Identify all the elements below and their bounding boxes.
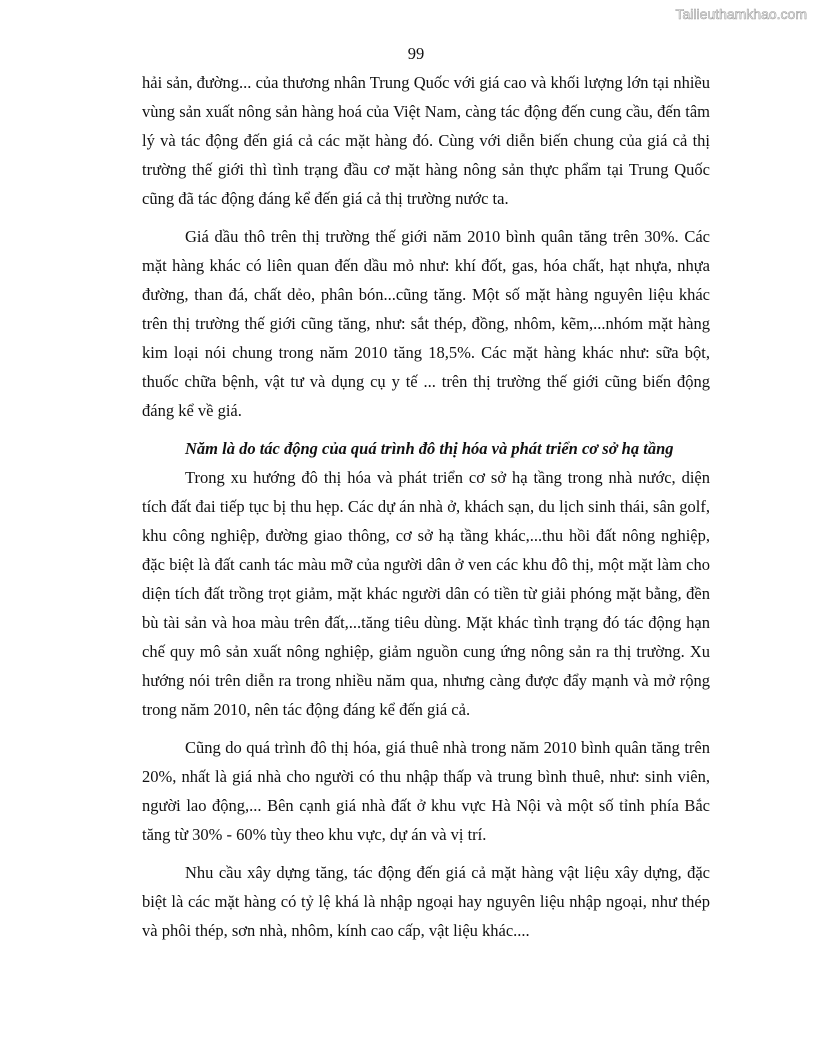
paragraph-3: Trong xu hướng đô thị hóa và phát triển cơ sở hạ tầng trong nhà nước, diện tích đất đai tiếp tục bị thu hẹp. Các dự án nhà ở, khách sạn, du lịch sinh thái, sân golf, khu công nghiệp, đường giao thông, cơ sở hạ tầng khác,...thu hồi đất nông nghiệp, đặc biệt là đất canh tác màu mỡ của người dân ở ven các khu đô thị, một mặt làm cho diện tích đất trồng trọt giảm, mặt khác người dân có tiền từ giải phóng mặt bằng, đền bù tài sản và hoa màu trên đất,...tăng tiêu dùng. Mặt khác tình trạng đó tác động hạn chế quy mô sản xuất nông nghiệp, giảm nguồn cung ứng nông sản ra thị trường. Xu hướng nói trên diễn ra trong nhiều năm qua, nhưng càng được đẩy mạnh và mở rộng trong năm 2010, nên tác động đáng kể đến giá cả. xyxy=(142,468,710,719)
paragraph-2: Giá dầu thô trên thị trường thế giới năm 2010 bình quân tăng trên 30%. Các mặt hàng khác có liên quan đến dầu mỏ như: khí đốt, gas, hóa chất, hạt nhựa, nhựa đường, than đá, chất dẻo, phân bón...cũng tăng. Một số mặt hàng nguyên liệu khác trên thị trường thế giới cũng tăng, như: sắt thép, đồng, nhôm, kẽm,...nhóm mặt hàng kim loại nói chung trong năm 2010 tăng 18,5%. Các mặt hàng khác như: sữa bột, thuốc chữa bệnh, vật tư và dụng cụ y tế ... trên thị trường thế giới cũng biến động đáng kể về giá. xyxy=(142,227,710,420)
paragraph-1: hải sản, đường... của thương nhân Trung Quốc với giá cao và khối lượng lớn tại nhiều vùng sản xuất nông sản hàng hoá của Việt Nam, càng tác động đến cung cầu, đến tâm lý và tác động đến giá cả các mặt hàng đó. Cùng với diễn biến chung của giá cả thị trường thế giới thì tình trạng đầu cơ mặt hàng nông sản thực phẩm tại Trung Quốc cũng đã tác động đáng kể đến giá cả thị trường nước ta. xyxy=(142,73,710,208)
page-number: 99 xyxy=(407,44,425,63)
document-body xyxy=(142,68,710,945)
paragraph-5: Nhu cầu xây dựng tăng, tác động đến giá cả mặt hàng vật liệu xây dựng, đặc biệt là các mặt hàng có tỷ lệ khá là nhập ngoại hay nguyên liệu nhập ngoại, như thép và phôi thép, sơn nhà, nhôm, kính cao cấp, vật liệu khác.... xyxy=(142,863,710,940)
section-heading: Năm là do tác động của quá trình đô thị hóa và phát triển cơ sở hạ tầng xyxy=(185,439,674,458)
watermark: Tailieuthamkhao.com xyxy=(675,6,807,22)
paragraph-4: Cũng do quá trình đô thị hóa, giá thuê nhà trong năm 2010 bình quân tăng trên 20%, nhất là giá nhà cho người có thu nhập thấp và trung bình thuê, như: sinh viên, người lao động,... Bên cạnh giá nhà đất ở khu vực Hà Nội và một số tỉnh phía Bắc tăng từ 30% - 60% tùy theo khu vực, dự án và vị trí. xyxy=(142,738,710,844)
